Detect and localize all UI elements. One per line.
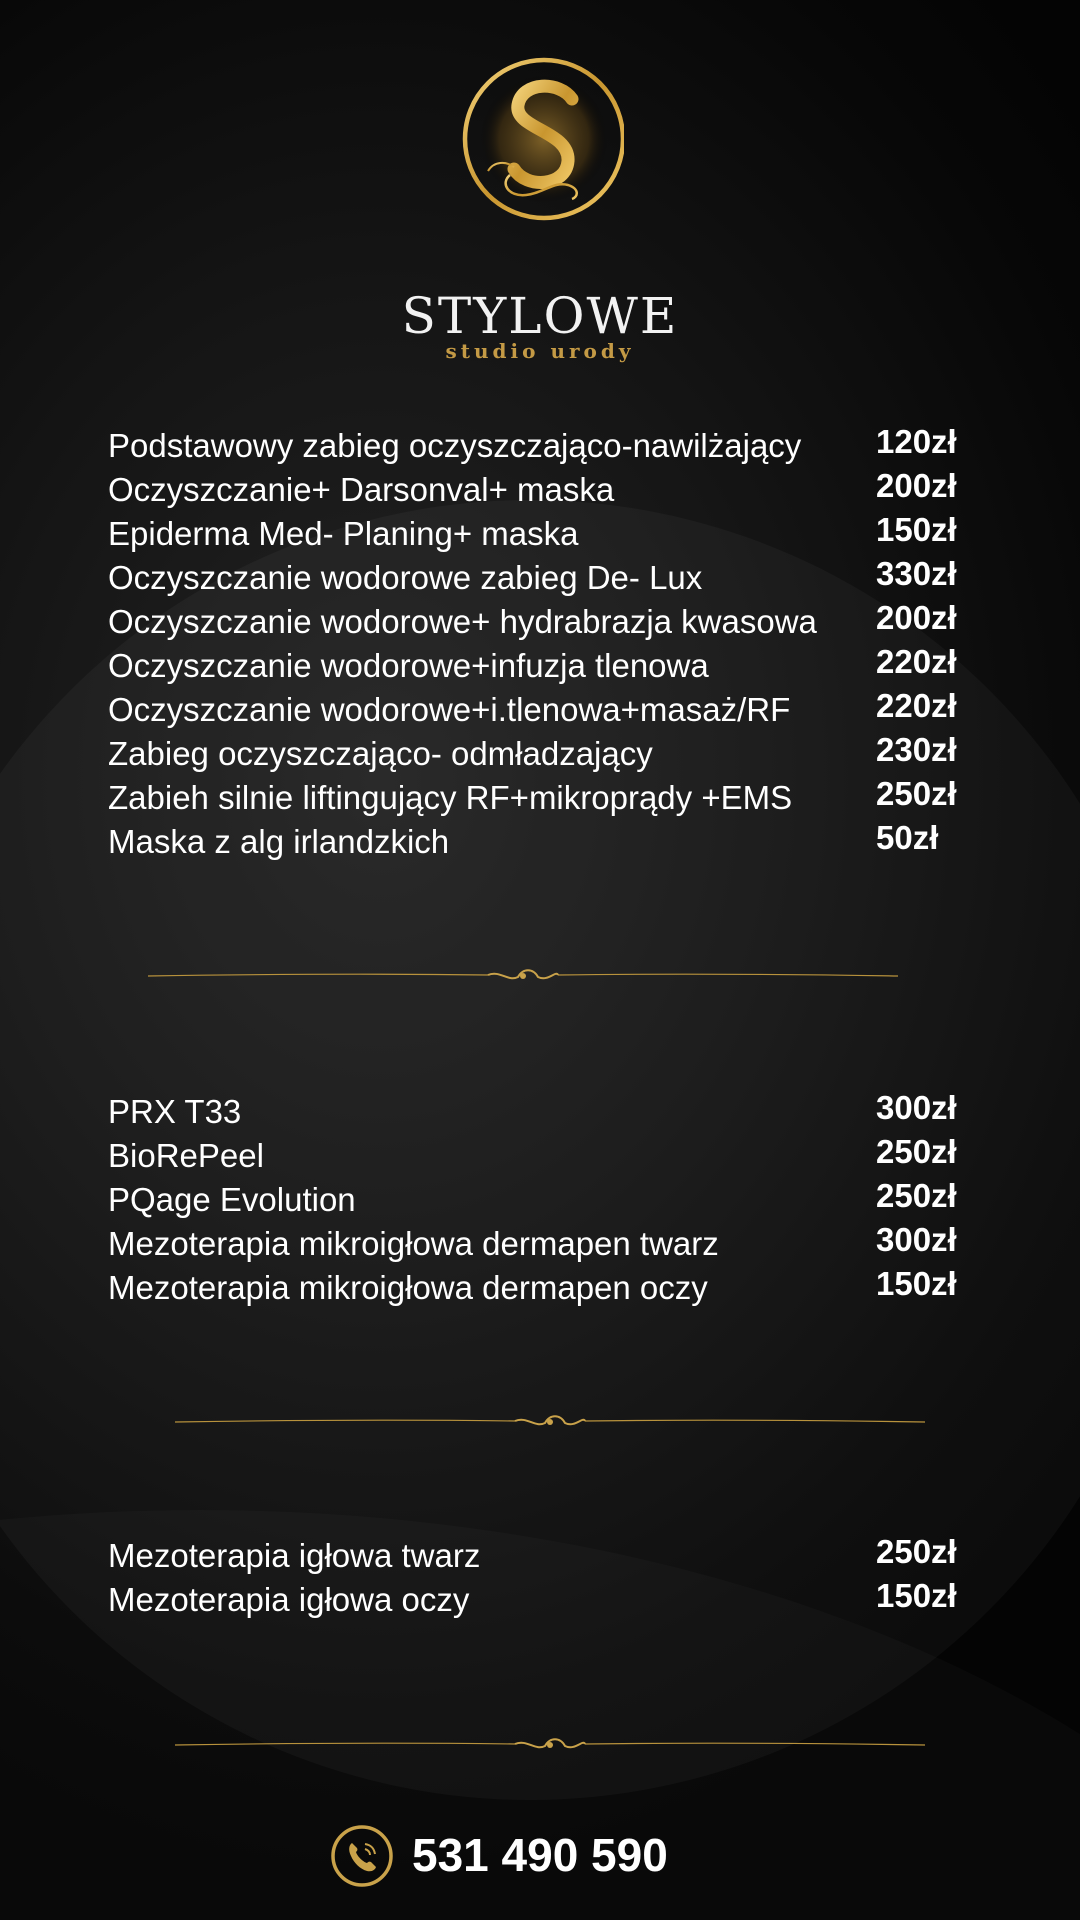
service-name: Oczyszczanie wodorowe+i.tlenowa+masaż/RF [108,691,791,728]
contact-phone[interactable] [330,1822,750,1892]
service-name: Epiderma Med- Planing+ maska [108,515,579,552]
price-row [108,468,960,512]
service-price: 250zł [876,1177,957,1214]
service-price: 200zł [876,467,957,504]
service-name: PQage Evolution [108,1181,356,1218]
price-row [108,820,960,864]
price-row [108,1266,960,1310]
phone-icon [330,1824,394,1888]
price-row [108,1134,960,1178]
price-row [108,1090,960,1134]
price-section-2 [108,1090,960,1310]
price-row [108,424,960,468]
service-price: 250zł [876,1533,957,1570]
price-row [108,732,960,776]
service-price: 330zł [876,555,957,592]
service-name: Zabieh silnie liftingujący RF+mikroprądy +EMS [108,779,793,816]
ornament-divider [148,964,898,988]
brand-name: STYLOWE [401,287,679,345]
service-price: 300zł [876,1089,957,1126]
price-row [108,512,960,556]
service-name: Mezoterapia mikroigłowa dermapen oczy [108,1269,708,1306]
price-row [108,600,960,644]
service-name: Oczyszczanie+ Darsonval+ maska [108,471,615,508]
price-row [108,776,960,820]
service-price: 300zł [876,1221,957,1258]
service-name: Mezoterapia mikroigłowa dermapen twarz [108,1225,719,1262]
ornament-divider [175,1410,925,1434]
service-price: 150zł [876,1265,957,1302]
price-row [108,556,960,600]
brand-tagline: studio urody [445,339,635,363]
service-price: 120zł [876,423,957,460]
service-name: Maska z alg irlandzkich [108,823,450,860]
service-name: Oczyszczanie wodorowe zabieg De- Lux [108,559,703,596]
ornament-divider [175,1733,925,1757]
price-section-1 [108,424,960,864]
service-price: 230zł [876,731,957,768]
service-name: PRX T33 [108,1093,242,1130]
service-name: Zabieg oczyszczająco- odmładzający [108,735,653,772]
logo [0,55,1080,363]
service-price: 150zł [876,1577,957,1614]
service-price: 220zł [876,643,957,680]
service-price: 150zł [876,511,957,548]
price-row [108,1534,960,1578]
service-price: 220zł [876,687,957,724]
phone-number[interactable]: 531 490 590 [412,1829,668,1881]
service-price: 250zł [876,1133,957,1170]
price-row [108,1578,960,1622]
monogram-s-logo [460,57,624,221]
service-name: BioRePeel [108,1137,264,1174]
price-section-3 [108,1534,960,1622]
service-name: Oczyszczanie wodorowe+infuzja tlenowa [108,647,709,684]
service-name: Podstawowy zabieg oczyszczająco-nawilżający [108,427,802,464]
service-name: Oczyszczanie wodorowe+ hydrabrazja kwasowa [108,603,817,640]
service-name: Mezoterapia igłowa oczy [108,1581,470,1618]
price-row [108,1178,960,1222]
service-price: 250zł [876,775,957,812]
service-price: 200zł [876,599,957,636]
price-row [108,1222,960,1266]
service-name: Mezoterapia igłowa twarz [108,1537,481,1574]
price-row [108,644,960,688]
service-price: 50zł [876,819,939,856]
price-row [108,688,960,732]
